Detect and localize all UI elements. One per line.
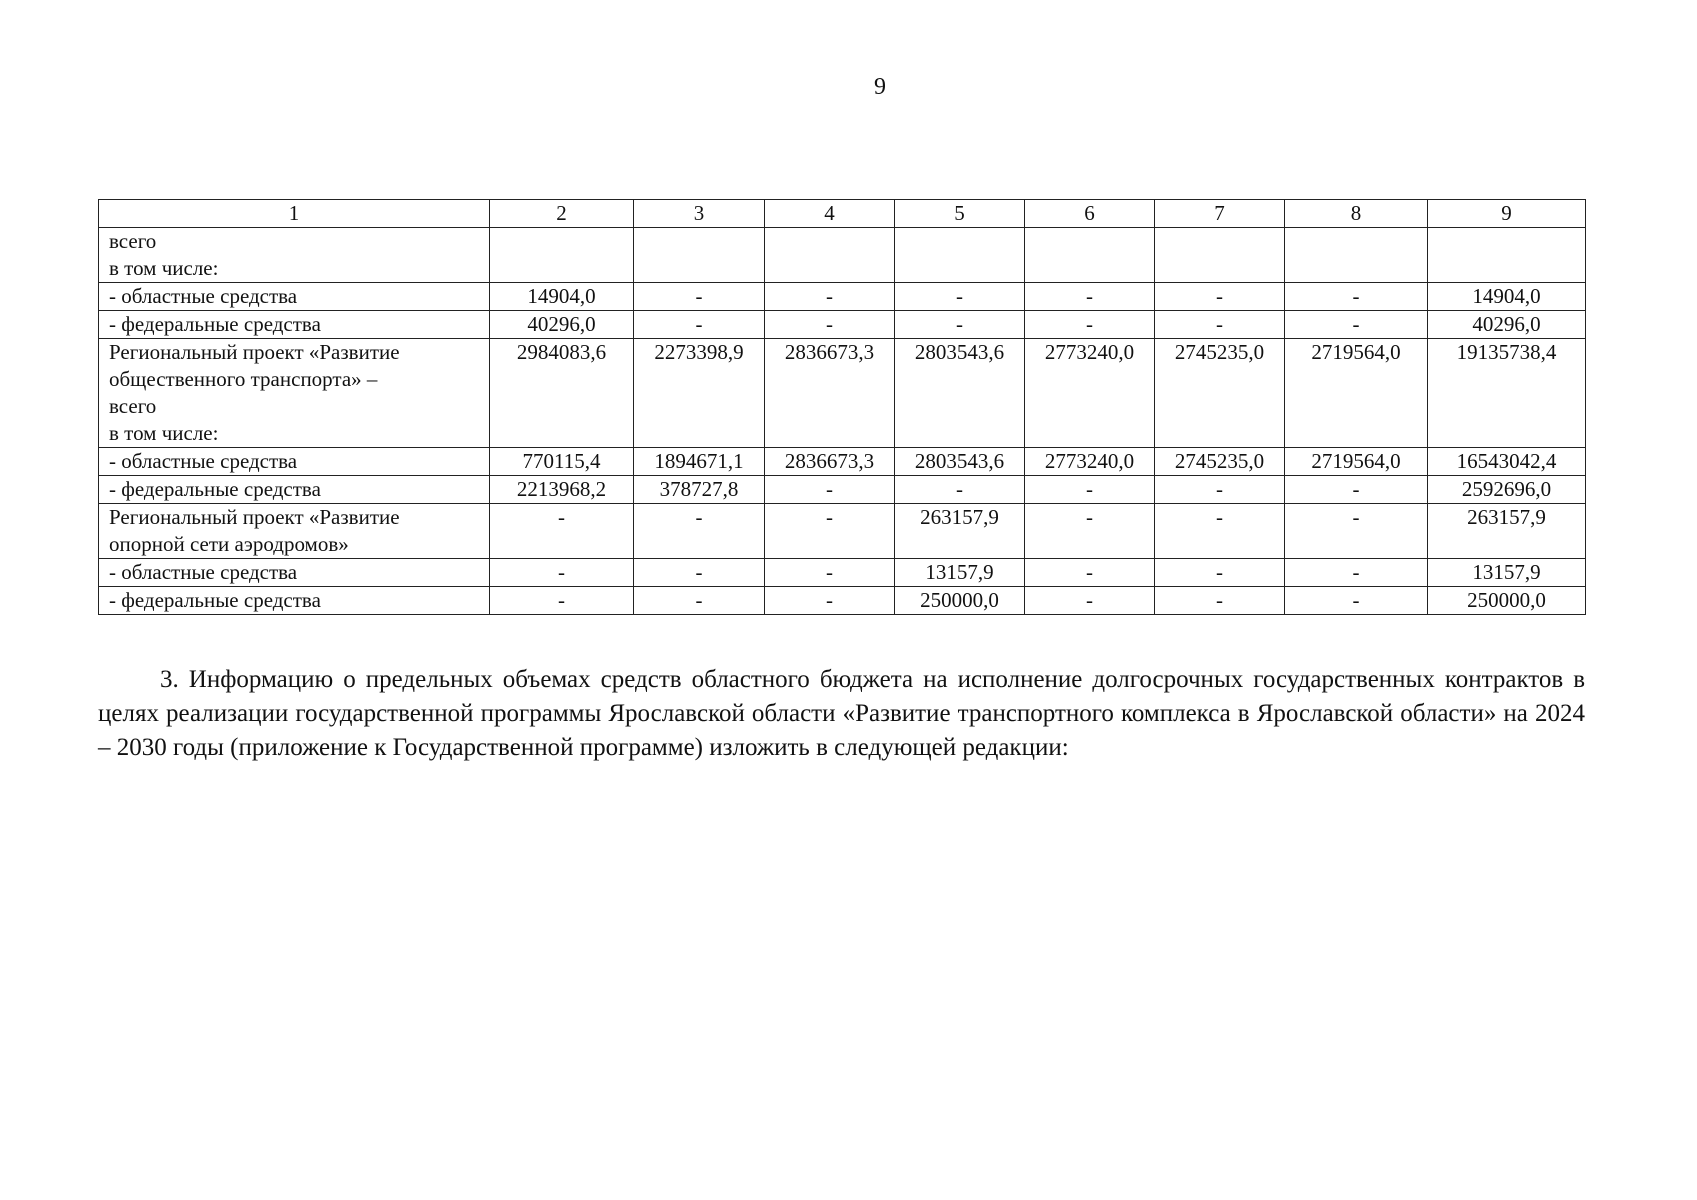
row-label-line: Региональный проект «Развитие: [109, 505, 400, 529]
value-cell: [634, 228, 765, 283]
value-cell: 2592696,0: [1428, 476, 1586, 504]
column-number-9: 9: [1428, 200, 1586, 228]
column-number-8: 8: [1285, 200, 1428, 228]
column-number-3: 3: [634, 200, 765, 228]
value-cell: -: [1155, 476, 1285, 504]
value-cell: -: [1155, 587, 1285, 615]
page-number: 9: [874, 74, 886, 100]
column-number-5: 5: [895, 200, 1025, 228]
value-cell: 40296,0: [490, 311, 634, 339]
row-label: [99, 228, 490, 283]
value-cell: -: [634, 559, 765, 587]
value-cell: -: [490, 559, 634, 587]
value-cell: -: [1285, 476, 1428, 504]
body-paragraph: 3. Информацию о предельных объемах средств областного бюджета на исполнение долгосрочных государственных контрактов в целях реализации государственной программы Ярославской области «Развитие транспортного комплекса в Ярославской области» на 2024 – 2030 годы (приложение к Государственной программе) изложить в следующей редакции:: [98, 666, 1585, 761]
value-cell: [1025, 228, 1155, 283]
value-cell: [1428, 228, 1586, 283]
row-label-line: - федеральные средства: [109, 477, 321, 501]
row-label: [99, 504, 490, 559]
value-cell: 2719564,0: [1285, 339, 1428, 448]
value-cell: 770115,4: [490, 448, 634, 476]
row-label-line: в том числе:: [109, 256, 219, 280]
value-cell: 378727,8: [634, 476, 765, 504]
table-row: [99, 504, 1586, 559]
value-cell: [1285, 228, 1428, 283]
value-cell: -: [1285, 311, 1428, 339]
value-cell: -: [765, 504, 895, 559]
row-label: [99, 559, 490, 587]
value-cell: -: [1155, 311, 1285, 339]
value-cell: 13157,9: [1428, 559, 1586, 587]
row-label-line: общественного транспорта» –: [109, 367, 378, 391]
row-label-line: - областные средства: [109, 560, 298, 584]
value-cell: 263157,9: [895, 504, 1025, 559]
value-cell: 2273398,9: [634, 339, 765, 448]
table-row: [99, 311, 1586, 339]
row-label-line: в том числе:: [109, 421, 219, 445]
value-cell: -: [1155, 504, 1285, 559]
value-cell: -: [765, 311, 895, 339]
value-cell: -: [1155, 559, 1285, 587]
table-row: [99, 228, 1586, 283]
table-row: [99, 339, 1586, 448]
value-cell: 2719564,0: [1285, 448, 1428, 476]
row-label: [99, 283, 490, 311]
column-number-7: 7: [1155, 200, 1285, 228]
row-label: [99, 448, 490, 476]
value-cell: 2745235,0: [1155, 448, 1285, 476]
value-cell: 2836673,3: [765, 339, 895, 448]
value-cell: 16543042,4: [1428, 448, 1586, 476]
value-cell: -: [895, 476, 1025, 504]
value-cell: 250000,0: [1428, 587, 1586, 615]
value-cell: -: [895, 311, 1025, 339]
value-cell: -: [1025, 559, 1155, 587]
value-cell: 2803543,6: [895, 339, 1025, 448]
value-cell: 13157,9: [895, 559, 1025, 587]
value-cell: -: [490, 587, 634, 615]
value-cell: [895, 228, 1025, 283]
row-label-line: - областные средства: [109, 449, 298, 473]
value-cell: -: [490, 504, 634, 559]
value-cell: -: [765, 476, 895, 504]
row-label: [99, 476, 490, 504]
row-label: [99, 339, 490, 448]
value-cell: -: [1285, 559, 1428, 587]
value-cell: 263157,9: [1428, 504, 1586, 559]
value-cell: -: [1025, 283, 1155, 311]
table-header-row: [99, 200, 1586, 228]
column-number-6: 6: [1025, 200, 1155, 228]
value-cell: -: [634, 587, 765, 615]
table-row: [99, 448, 1586, 476]
value-cell: -: [765, 283, 895, 311]
table-row: [99, 476, 1586, 504]
row-label: [99, 587, 490, 615]
value-cell: 1894671,1: [634, 448, 765, 476]
table-row: [99, 587, 1586, 615]
value-cell: 2984083,6: [490, 339, 634, 448]
row-label-line: - федеральные средства: [109, 312, 321, 336]
value-cell: -: [765, 559, 895, 587]
value-cell: -: [634, 283, 765, 311]
value-cell: [490, 228, 634, 283]
value-cell: 2213968,2: [490, 476, 634, 504]
value-cell: -: [1155, 283, 1285, 311]
value-cell: 14904,0: [490, 283, 634, 311]
row-label: [99, 311, 490, 339]
value-cell: -: [1025, 587, 1155, 615]
value-cell: -: [1285, 587, 1428, 615]
column-number-4: 4: [765, 200, 895, 228]
value-cell: -: [765, 587, 895, 615]
budget-table: [98, 199, 1586, 615]
value-cell: 2773240,0: [1025, 339, 1155, 448]
value-cell: -: [1025, 311, 1155, 339]
table-row: [99, 559, 1586, 587]
value-cell: 14904,0: [1428, 283, 1586, 311]
value-cell: -: [634, 311, 765, 339]
value-cell: -: [1025, 476, 1155, 504]
row-label-line: всего: [109, 394, 157, 418]
column-number-1: 1: [99, 200, 490, 228]
row-label-line: - федеральные средства: [109, 588, 321, 612]
value-cell: -: [1285, 283, 1428, 311]
value-cell: -: [1285, 504, 1428, 559]
value-cell: 19135738,4: [1428, 339, 1586, 448]
table-row: [99, 283, 1586, 311]
value-cell: -: [634, 504, 765, 559]
value-cell: -: [895, 283, 1025, 311]
value-cell: [765, 228, 895, 283]
value-cell: 2773240,0: [1025, 448, 1155, 476]
value-cell: 2836673,3: [765, 448, 895, 476]
row-label-line: опорной сети аэродромов»: [109, 532, 349, 556]
column-number-2: 2: [490, 200, 634, 228]
value-cell: 2803543,6: [895, 448, 1025, 476]
row-label-line: Региональный проект «Развитие: [109, 340, 400, 364]
value-cell: 250000,0: [895, 587, 1025, 615]
value-cell: 40296,0: [1428, 311, 1586, 339]
row-label-line: всего: [109, 229, 157, 253]
value-cell: [1155, 228, 1285, 283]
row-label-line: - областные средства: [109, 284, 298, 308]
value-cell: 2745235,0: [1155, 339, 1285, 448]
value-cell: -: [1025, 504, 1155, 559]
